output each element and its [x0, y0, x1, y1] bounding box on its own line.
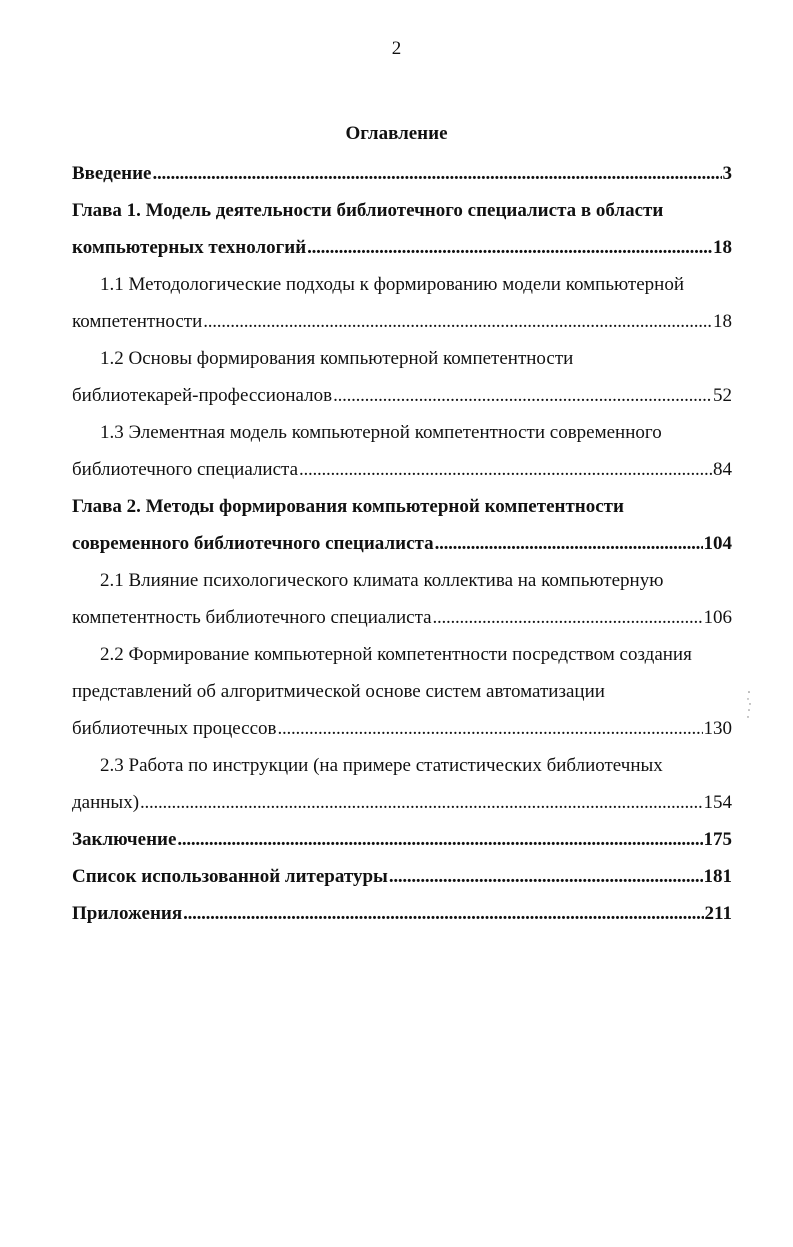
toc-entry-page: 104 [703, 533, 732, 554]
toc-entry-text: компетентности [72, 311, 203, 332]
toc-entry [72, 488, 732, 562]
toc-entry-line [72, 784, 732, 821]
toc-entry [72, 858, 732, 895]
dot-leader [183, 895, 703, 932]
toc-entry-line [72, 451, 732, 488]
toc-entry-text: 2.3 Работа по инструкции (на примере статистических библиотечных [100, 755, 663, 776]
toc-entry [72, 895, 732, 932]
page-number: 2 [391, 38, 402, 59]
toc-entry [72, 266, 732, 340]
toc-entry-line [72, 340, 732, 377]
toc-entry-text: представлений об алгоритмической основе систем автоматизации [72, 681, 605, 702]
toc-entry-line [72, 488, 732, 525]
toc-entry-page: 181 [703, 866, 732, 887]
dot-leader [307, 229, 712, 266]
toc-entry-line [72, 525, 732, 562]
dot-leader [389, 858, 703, 895]
toc-entry-text: Введение [72, 163, 152, 184]
toc-entry-line [72, 710, 732, 747]
toc-entry-line [72, 673, 732, 710]
dot-leader [433, 599, 703, 636]
toc-entry-page: 18 [713, 237, 732, 258]
toc-entry-text: библиотечного специалиста [72, 459, 299, 480]
toc-entry-page: 3 [722, 163, 732, 184]
toc-entry-line [72, 599, 732, 636]
toc-entry-line [72, 377, 732, 414]
toc-entry-text: компетентность библиотечного специалиста [72, 607, 432, 628]
toc-entry-text: Заключение [72, 829, 177, 850]
toc-entry-line [72, 821, 732, 858]
toc-entry-line [72, 747, 732, 784]
toc-entry [72, 414, 732, 488]
toc-entry [72, 155, 732, 192]
dot-leader [177, 821, 702, 858]
toc-entry-text: библиотечных процессов [72, 718, 277, 739]
toc-entry-line [72, 229, 732, 266]
toc-entry [72, 821, 732, 858]
scan-artifact [746, 690, 752, 720]
toc-entry [72, 340, 732, 414]
toc-entry-text: Приложения [72, 903, 183, 924]
toc-entry-page: 130 [703, 718, 732, 739]
dot-leader [153, 155, 722, 192]
toc-entry-page: 84 [713, 459, 732, 480]
toc-entry-line [72, 562, 732, 599]
toc-entry-line [72, 303, 732, 340]
dot-leader [278, 710, 703, 747]
toc-entry [72, 636, 732, 747]
toc-entry-text: компьютерных технологий [72, 237, 307, 258]
toc-entry-text: Глава 1. Модель деятельности библиотечного специалиста в области [72, 200, 664, 221]
toc-entry-line [72, 895, 732, 932]
toc-entry-page: 18 [713, 311, 732, 332]
toc-entry-page: 106 [703, 607, 732, 628]
toc-entry-text: современного библиотечного специалиста [72, 533, 434, 554]
dot-leader [203, 303, 712, 340]
toc-entry-page: 175 [703, 829, 732, 850]
toc-entry-text: Список использованной литературы [72, 866, 388, 887]
toc-entry-text: 1.1 Методологические подходы к формированию модели компьютерной [100, 274, 684, 295]
toc-entry [72, 747, 732, 821]
toc-entry-text: библиотекарей-профессионалов [72, 385, 333, 406]
toc-entry-page: 154 [703, 792, 732, 813]
toc-entry-line [72, 192, 732, 229]
toc-entry-line [72, 155, 732, 192]
toc-title: Оглавление [345, 123, 448, 144]
toc-entry-text: данных) [72, 792, 140, 813]
toc-entry-line [72, 858, 732, 895]
toc-entry-text: 2.2 Формирование компьютерной компетентности посредством создания [100, 644, 692, 665]
toc-entry-line [72, 414, 732, 451]
toc-entry-page: 211 [704, 903, 732, 924]
toc-entry [72, 192, 732, 266]
toc-entry-text: 1.3 Элементная модель компьютерной компетентности современного [100, 422, 662, 443]
toc-entry-line [72, 266, 732, 303]
toc-entry-page: 52 [713, 385, 732, 406]
toc-entry-text: Глава 2. Методы формирования компьютерной компетентности [72, 496, 624, 517]
dot-leader [333, 377, 712, 414]
toc-entry-text: 2.1 Влияние психологического климата коллектива на компьютерную [100, 570, 664, 591]
toc-entry-text: 1.2 Основы формирования компьютерной компетентности [100, 348, 574, 369]
table-of-contents [72, 155, 732, 932]
dot-leader [435, 525, 703, 562]
toc-entry [72, 562, 732, 636]
dot-leader [140, 784, 702, 821]
dot-leader [299, 451, 712, 488]
toc-entry-line [72, 636, 732, 673]
